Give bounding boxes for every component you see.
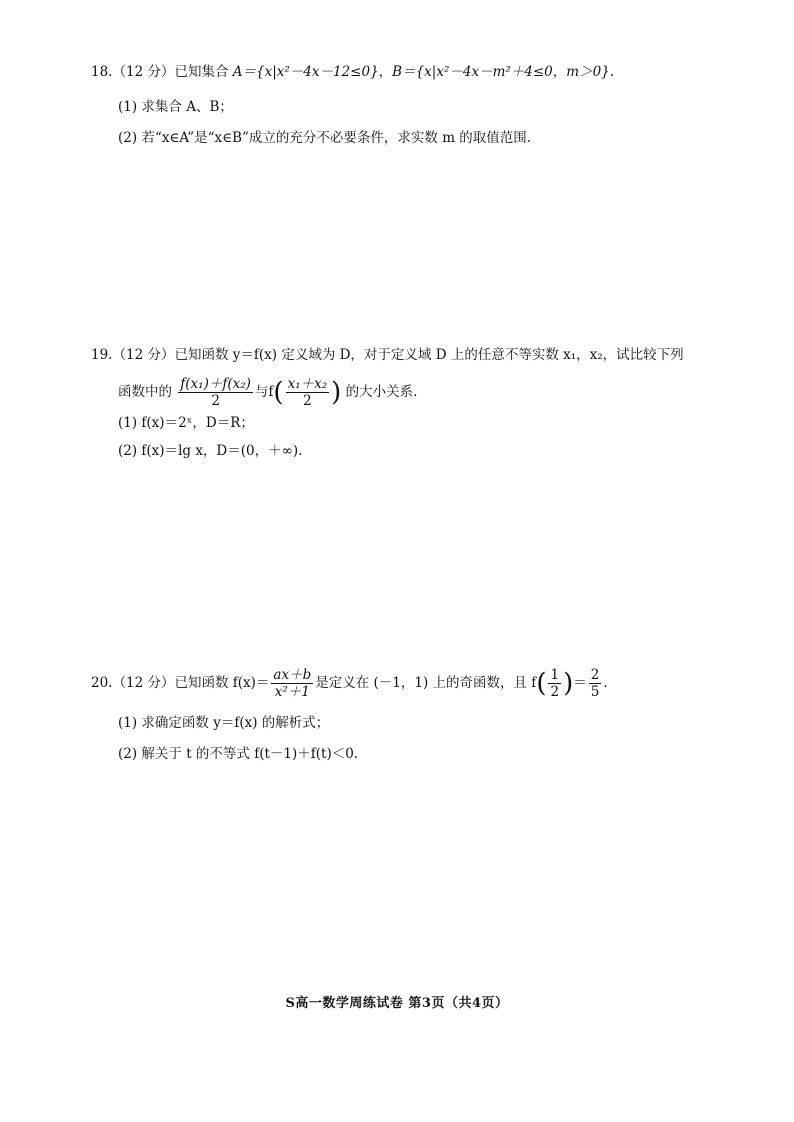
fraction-denominator: x²＋1	[274, 684, 310, 700]
period: .	[609, 64, 615, 80]
right-paren: )	[563, 668, 574, 699]
part-text: f(x)＝lg x，D＝(0，＋∞).	[141, 443, 303, 459]
part-number: (2)	[118, 746, 138, 762]
part-number: (2)	[118, 443, 138, 459]
score: （12 分）	[112, 347, 175, 363]
part-text: 若“x∈A”是“x∈B”成立的充分不必要条件，求实数 m 的取值范围.	[141, 130, 532, 146]
stem-text: 的大小关系.	[345, 384, 418, 400]
problem-19-stem-line1	[91, 345, 684, 365]
problem-18-part-1	[118, 97, 233, 117]
problem-19-stem-line2	[118, 374, 417, 410]
stem-text: 与f	[254, 384, 274, 400]
problem-number: 18.	[91, 64, 113, 80]
part-text: 解关于 t 的不等式 f(t－1)＋f(t)＜0.	[141, 746, 359, 762]
problem-number: 20.	[91, 675, 113, 691]
fraction-argument	[548, 667, 561, 700]
set-a: A＝{x|x²－4x－12≤0}	[232, 64, 379, 80]
left-paren: (	[273, 377, 284, 408]
part-text: 求集合 A、B；	[141, 99, 233, 115]
fraction-mean-of-values	[178, 376, 253, 409]
problem-number: 19.	[91, 347, 113, 363]
problem-20-part-1	[118, 713, 329, 733]
stem-text: 是定义在 (－1，1) 上的奇函数，且 f	[315, 675, 537, 691]
stem-text: 函数中的	[118, 384, 172, 400]
fraction-numerator: 1	[550, 667, 560, 683]
stem-text: 已知函数 f(x)＝	[174, 675, 270, 691]
score: （12 分）	[112, 64, 175, 80]
part-number: (1)	[118, 99, 138, 115]
fraction-midpoint	[286, 376, 330, 409]
stem-text: 已知集合	[174, 64, 229, 80]
problem-18-stem	[91, 62, 614, 82]
fraction-denominator: 2	[550, 684, 560, 700]
problem-20-part-2	[118, 744, 358, 764]
separator: ，	[378, 64, 393, 80]
stem-text: 已知函数 y＝f(x) 定义域为 D，对于定义域 D 上的任意不等实数 x₁，x₂，试比较下列	[174, 347, 684, 363]
page-footer: S高一数学周练试卷 第3页（共4页）	[285, 996, 509, 1011]
part-number: (1)	[118, 715, 138, 731]
left-paren: (	[536, 668, 547, 699]
problem-18-part-2	[118, 128, 531, 148]
set-b: B＝{x|x²－4x－m²＋4≤0，m＞0}	[392, 64, 610, 80]
fraction-numerator: 2	[590, 667, 600, 683]
equals-sign: ＝	[573, 675, 587, 691]
fraction-numerator: ax＋b	[273, 667, 312, 683]
fraction-numerator: x₁＋x₂	[287, 376, 328, 392]
part-number: (1)	[118, 415, 138, 431]
period: .	[603, 675, 608, 691]
fraction-denominator: 2	[303, 393, 312, 409]
part-text: 求确定函数 y＝f(x) 的解析式；	[141, 715, 330, 731]
problem-19-part-1	[118, 413, 254, 433]
fraction-denominator: 2	[211, 393, 220, 409]
right-paren: )	[331, 377, 342, 408]
fraction-value	[589, 667, 602, 700]
fraction-function-definition	[271, 667, 313, 700]
score: （12 分）	[112, 675, 175, 691]
part-text: f(x)＝2ˣ，D＝R；	[141, 415, 254, 431]
problem-19-part-2	[118, 441, 302, 461]
part-number: (2)	[118, 130, 138, 146]
problem-20-stem	[91, 665, 608, 701]
fraction-numerator: f(x₁)＋f(x₂)	[180, 376, 251, 392]
fraction-denominator: 5	[590, 684, 600, 700]
